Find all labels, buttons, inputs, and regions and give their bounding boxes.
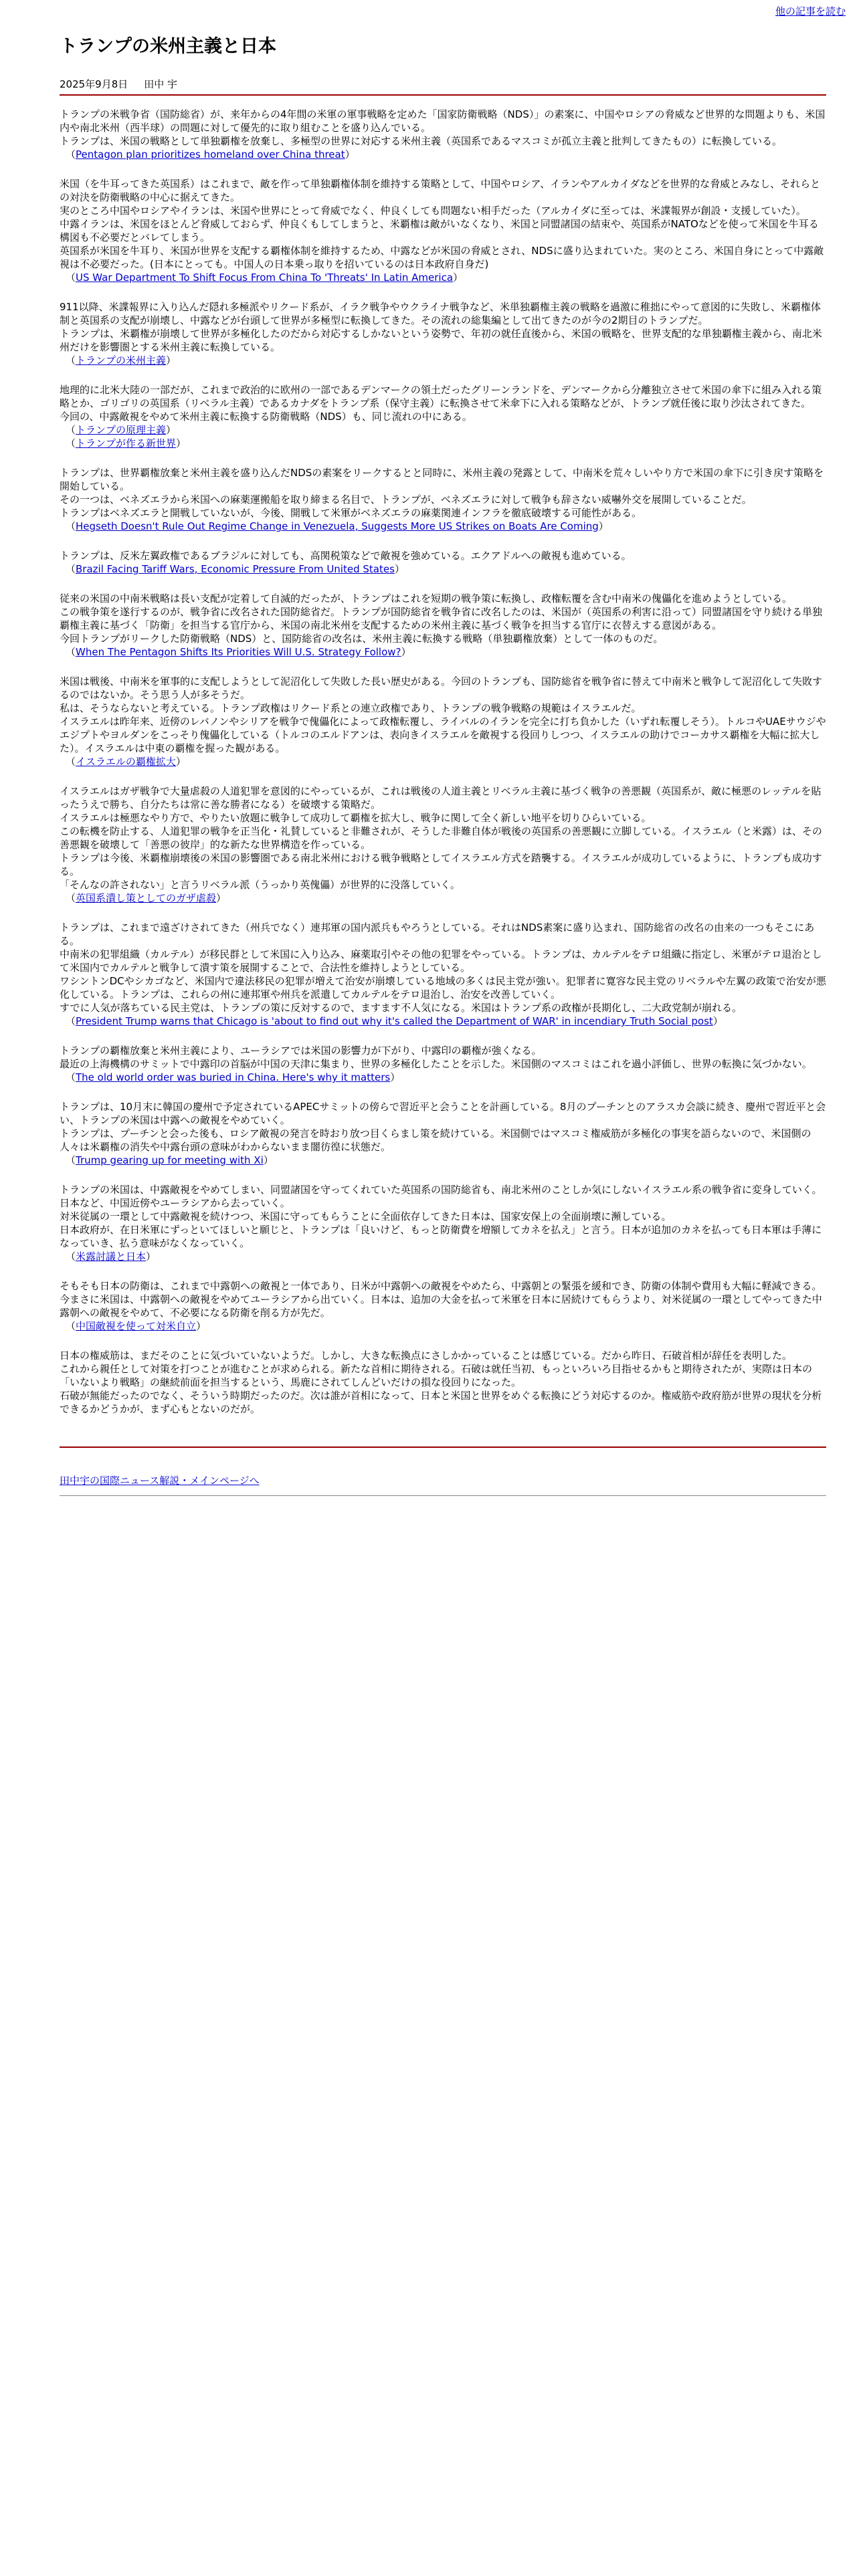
paragraph-text: 英国系が米国を牛耳り、米国が世界を支配する覇権体制を維持するため、中露などが米国の脅威とされ、NDSに盛り込まれていた。実のところ、米国自身にとって中露敵視は不必要だった。(日本にとっても。中国人の日本乗っ取りを招いているのは日本政府自身だ)	[60, 245, 824, 271]
paragraph-text: トランプの米国は、中露敵視をやめてしまい、同盟諸国を守ってくれていた英国系の国防総省も、南北米州のことしか気にしないイスラエル系の戦争省に変身していく。日本など、中国近傍やユーラシアから去っていく。	[60, 1184, 822, 1210]
paragraph	[60, 1183, 826, 1263]
paragraph-text: トランプはベネズエラと開戦していないが、今後、開戦して米軍がベネズエラの麻薬関連インフラを徹底破壊する可能性がある。	[60, 507, 642, 520]
reference-line: （中国敵視を使って対米自立）	[66, 1320, 207, 1333]
paragraph-text: 今回トランプがリークした防衛戦略（NDS）と、国防総省の改名は、米州主義に転換する戦略（単独覇権放棄）として一体のものだ。	[60, 633, 664, 645]
paragraph	[60, 1279, 826, 1333]
reference-line: （トランプが作る新世界）	[66, 437, 187, 450]
paragraph	[60, 383, 826, 450]
paragraph-text: この転機を防止する、人道犯罪の戦争を正当化・礼賛していると非難されが、そうした非難自体が戦後の英国系の善悪観に立脚している。イスラエル（と米露）は、その善悪観を破壊して「善悪の彼岸」的な新たな世界構造を作っている。	[60, 825, 822, 851]
paragraph-text: 日本の権威筋は、まだそのことに気づいていないようだ。しかし、大きな転換点にさしかかっていることは感じている。だから昨日、石破首相が辞任を表明した。	[60, 1350, 793, 1362]
paragraph	[60, 1349, 826, 1416]
title-divider	[60, 94, 826, 96]
reference-link[interactable]: When The Pentagon Shifts Its Priorities Will U.S. Strategy Follow?	[76, 646, 401, 659]
paragraph-text: トランプは今後、米覇権崩壊後の米国の影響圏である南北米州における戦争戦略としてイスラエル方式を踏襲する。イスラエルが成功しているように、トランプも成功する。	[60, 852, 822, 878]
paragraph-text: 従来の米国の中南米戦略は長い支配が定着して自滅的だったが、トランプはこれを短期の戦争策に転換し、政権転覆を含む中南米の傀儡化を進めようとしている。	[60, 593, 793, 605]
paragraph-text: 米国（を牛耳ってきた英国系）はこれまで、敵を作って単独覇権体制を維持する策略として、中国やロシア、イランやアルカイダなどを世界的な脅威とみなし、それらとの対決を防衛戦略の中心に据えてきた。	[60, 178, 821, 204]
paragraph-text: 「そんなの許されない」と言うリベラル派（うっかり英傀儡）が世界的に没落していく。	[60, 879, 460, 891]
reference-line: （イスラエルの覇権拡大）	[66, 756, 186, 768]
paragraph-text: トランプは、世界覇権放棄と米州主義を盛り込んだNDSの素案をリークするとと同時に、米州主義の発露として、中南米を荒々しいやり方で米国の傘下に引き戻す策略を開始している。	[60, 467, 824, 493]
paragraph-text: 911以降、米諜報界に入り込んだ隠れ多極派やリクード系が、イラク戦争やウクライナ戦争など、米単独覇権主義の戦略を過激に稚拙にやって意図的に失敗し、米覇権体制と英国系の支配が崩壊し、中露などが台頭して世界が多極型に転換してきた。その流れの総集編として出てきたのが今の2期目のトランプだ。	[60, 301, 821, 327]
reference-line: （The old world order was buried in China. Here's why it matters）	[66, 1071, 401, 1084]
reference-line: （US War Department To Shift Focus From China To 'Threats' In Latin America）	[66, 272, 464, 284]
paragraph-text: すでに人気が落ちている民主党は、トランプの策に反対するので、ますます不人気になる。米国はトランプ系の政権が長期化し、二大政党制が崩れる。	[60, 1002, 743, 1014]
reference-link[interactable]: 中国敵視を使って対米自立	[76, 1320, 197, 1333]
reference-line: （Pentagon plan prioritizes homeland over China threat）	[66, 148, 355, 161]
paragraph-text: 地理的に北米大陸の一部だが、これまで政治的に欧州の一部であるデンマークの領土だったグリーンランドを、デンマークから分離独立させて米国の傘下に組み入れる策略とか、ゴリゴリの英国系（リベラル主義）であるカナダをトランプ系（保守主義）に転換させて米傘下に入れる策略などが、トランプ就任後に取り沙汰されてきた。	[60, 384, 822, 410]
paragraph-text: 実のところ中国やロシアやイランは、米国や世界にとって脅威でなく、仲良くしても問題ない相手だった（アルカイダに至っては、米諜報界が創設・支援していた）。	[60, 205, 806, 217]
reference-link[interactable]: イスラエルの覇権拡大	[76, 756, 176, 768]
paragraph	[60, 108, 826, 161]
paragraph	[60, 592, 826, 659]
paragraph-text: これから親任として対策を打つことが進むことが求められる。新たな首相に期待される。石破は就任当初、もっといろいろ目指せるかもと期待されたが、実際は日本の「いないより戦略」の継続前面を担当するという、馬鹿にされてしんどいだけの損な役回りになった。	[60, 1363, 813, 1389]
paragraph-text: トランプは、米覇権が崩壊して世界が多極化したのだから対応するしかないという姿勢で、年初の就任直後から、米国の戦略を、世界支配的な単独覇権主義から、南北米州だけを影響圏とする米州主義に転換している。	[60, 328, 822, 354]
paragraph-text: 最近の上海機構のサミットで中露印の首脳が中国の天津に集まり、世界の多極化したことを示した。米国側のマスコミはこれを過小評価し、世界の転換に気づかない。	[60, 1058, 812, 1071]
article-date: 2025年9月8日	[60, 78, 128, 91]
paragraph-text: 中露イランは、米国をほとんど脅威しておらず、仲良くもしてしまうと、米覇権は敵がいなくなり、米国と同盟諸国の結束や、英国系がNATOなどを使って米国を牛耳る構図も不必要だとバレてしまう。	[60, 218, 819, 244]
byline	[60, 77, 826, 92]
paragraph-text: そもそも日本の防衛は、これまで中露朝への敵視と一体であり、日米が中露朝への敵視をやめたら、中露朝との緊張を緩和でき、防衛の体制や費用も大幅に軽減できる。	[60, 1280, 822, 1293]
main-page-link[interactable]: 田中宇の国際ニュース解説・メインページへ	[60, 1475, 260, 1487]
reference-line: （Trump gearing up for meeting with Xi）	[66, 1154, 274, 1167]
paragraph-text: トランプは、反米左翼政権であるブラジルに対しても、高関税策などで敵視を強めている。エクアドルへの敵視も進めている。	[60, 550, 632, 562]
paragraph	[60, 300, 826, 367]
paragraph-text: この戦争策を遂行するのが、戦争省に改名された国防総省だ。トランプが国防総省を戦争省に改名したのは、米国が（英国系の利害に沿って）同盟諸国を守り続ける単独覇権主義に基づく「防衛」を担当する官庁から、米国の南北米州を支配するための米州主義に基づく戦争を担当する官庁に衣替えする意図がある。	[60, 606, 823, 632]
paragraph-text: その一つは、ベネズエラから米国への麻薬運搬船を取り締まる名目で、トランプが、ベネズエラに対して戦争も辞さない威嚇外交を展開していることだ。	[60, 494, 752, 506]
page-title: トランプの米州主義と日本	[60, 36, 276, 57]
reference-line: （President Trump warns that Chicago is 'about to find out why it's called the Department of WAR' in incendiary Truth Social post）	[66, 1015, 723, 1028]
reference-line: （トランプの米州主義）	[66, 354, 177, 367]
paragraph-text: 米国は戦後、中南米を軍事的に支配しようとして泥沼化して失敗した長い歴史がある。今回のトランプも、国防総省を戦争省に替えて中南米と戦争して泥沼化して失敗するのではないか。そう思う人が多そうだ。	[60, 675, 823, 702]
paragraph-text: 対米従属の一環として中露敵視を続けつつ、米国に守ってもらうことに全面依存してきた日本は、国家安保上の全面崩壊に瀕している。	[60, 1210, 672, 1223]
reference-link[interactable]: トランプの米州主義	[76, 354, 167, 367]
reference-link[interactable]: US War Department To Shift Focus From China To 'Threats' In Latin America	[76, 272, 454, 284]
paragraph	[60, 921, 826, 1028]
footer-divider	[60, 1446, 826, 1448]
paragraph-text: イスラエルは極悪なやり方で、やりたい放題に戦争して成功して覇権を拡大し、戦争に関して全く新しい地平を切りひらいている。	[60, 812, 652, 825]
paragraph-text: 中南米の犯罪組織（カルテル）が移民群として米国に入り込み、麻薬取引やその他の犯罪をやっている。トランプは、カルテルをテロ組織に指定し、米軍がテロ退治として米国内でカルテルと戦争して潰す策を展開することで、合法性を維持しようとしている。	[60, 948, 822, 974]
reference-link[interactable]: トランプの原理主義	[76, 424, 167, 437]
paragraph	[60, 784, 826, 905]
reference-line: （トランプの原理主義）	[66, 424, 177, 437]
reference-link[interactable]: Hegseth Doesn't Rule Out Regime Change in Venezuela, Suggests More US Strikes on Boats Are Coming	[76, 520, 599, 533]
paragraph-text: トランプの覇権放棄と米州主義により、ユーラシアでは米国の影響力が下がり、中露印の覇権が強くなる。	[60, 1045, 542, 1057]
reference-link[interactable]: 米露討議と日本	[76, 1251, 147, 1263]
reference-line: （Hegseth Doesn't Rule Out Regime Change in Venezuela, Suggests More US Strikes on Boats Are Coming）	[66, 520, 609, 533]
reference-link[interactable]: Trump gearing up for meeting with Xi	[76, 1154, 264, 1167]
article	[60, 0, 826, 1496]
paragraph-text: トランプの米戦争省（国防総省）が、来年からの4年間の米軍の軍事戦略を定めた「国家防衛戦略（NDS）」の素案に、中国やロシアの脅威など世界的な問題よりも、米国内や南北米州（西半球）の問題に対して優先的に取り組むことを盛り込んでいる。	[60, 108, 826, 134]
paragraph-text: 今まさに米国は、中露朝への敵視をやめてユーラシアから出ていく。日本は、追加の大金を払って米軍を日本に居続けてもらうより、対米従属の一環としてやってきた中露朝への敵視をやめて、不必要になる防衛を削る方が先だ。	[60, 1293, 822, 1319]
reference-link[interactable]: Pentagon plan prioritizes homeland over China threat	[76, 148, 345, 161]
paragraph-text: トランプは、プーチンと会った後も、ロシア敵視の発言を時おり放つ目くらまし策を続けている。米国側ではマスコミ権威筋が多極化の事実を語らないので、米国側の人々は米覇権の消失や中露台頭の意味がわからないまま闇彷徨に状態だ。	[60, 1128, 812, 1154]
paragraph-text: イスラエルは昨年来、近傍のレバノンやシリアを戦争で傀儡化によって政権転覆し、ライバルのイランを完全に打ち負かした（いずれ転覆しそう）。トルコやUAEサウジやエジプトやヨルダンをこっそり傀儡化している（トルコのエルドアンは、表向きイスラエルを敵視する役回りしつつ、イスラエルの助けでコーカサス覇権を大幅に拡大した）。イスラエルは中東の覇権を握った観がある。	[60, 716, 826, 755]
paragraph	[60, 466, 826, 533]
reference-link[interactable]: 英国系潰し策としてのガザ虐殺	[76, 892, 217, 905]
paragraph-text: ワシントンDCやシカゴなど、米国内で違法移民の犯罪が増えて治安が崩壊している地域の多くは民主党が強い。犯罪者に寛容な民主党のリベラルや左翼の政策で治安が悪化している。トランプは、これらの州に連邦軍や州兵を派遣してカルテルをテロ退治し、治安を改善していく。	[60, 975, 826, 1001]
reference-line: （When The Pentagon Shifts Its Priorities Will U.S. Strategy Follow?）	[66, 646, 411, 659]
paragraph	[60, 1044, 826, 1084]
paragraph-text: 私は、そうならないと考えている。トランプ政権はリクード系との連立政権であり、トランプの戦争戦略の規範はイスラエルだ。	[60, 702, 642, 715]
bottom-rule	[60, 1495, 826, 1496]
reference-link[interactable]: Brazil Facing Tariff Wars, Economic Pressure From United States	[76, 563, 395, 576]
paragraph-text: 日本政府が、在日米軍にずっといてほしいと願じと、トランプは「良いけど、もっと防衛費を増額してカネを払え」と言う。日本が追加のカネを払っても日本軍は手薄になっていき、払う意味がなくなっていく。	[60, 1224, 822, 1250]
author-name: 田中 宇	[144, 78, 178, 91]
paragraph	[60, 675, 826, 768]
paragraph-text: 今回の、中露敵視をやめて米州主義に転換する防衛戦略（NDS）も、同じ流れの中にある。	[60, 411, 472, 423]
paragraph	[60, 1100, 826, 1167]
paragraph-text: イスラエルはガザ戦争で大量虐殺の人道犯罪を意図的にやっているが、これは戦後の人道主義とリベラル主義に基づく戦争の善悪観（英国系が、敵に極悪のレッテルを貼ったうえで勝ち、自分たちは常に善な勝者になる）を破壊する策略だ。	[60, 785, 822, 811]
paragraph-text: トランプは、米国の戦略として単独覇権を放棄し、多極型の世界に対応する米州主義（英国系であるマスコミが孤立主義と批判してきたもの）に転換している。	[60, 135, 783, 148]
paragraph	[60, 549, 826, 576]
paragraph-text: トランプは、これまで遠ざけされてきた（州兵でなく）連邦軍の国内派兵もやろうとしている。それはNDS素案に盛り込まれ、国防総省の改名の由来の一つもそこにある。	[60, 922, 815, 948]
reference-link[interactable]: トランプが作る新世界	[76, 437, 177, 450]
paragraph-text: トランプは、10月末に韓国の慶州で予定されているAPECサミットの傍らで習近平と会うことを計画している。8月のプーチンとのアラスカ会談に続き、慶州で習近平と会い、トランプの米国は中露への敵視をやめていく。	[60, 1101, 826, 1127]
other-articles-link[interactable]: 他の記事を読む	[775, 5, 846, 17]
reference-link[interactable]: President Trump warns that Chicago is 'about to find out why it's called the Department of WAR' in incendiary Truth Social post	[76, 1015, 713, 1028]
article-body	[60, 108, 826, 1416]
reference-link[interactable]: The old world order was buried in China. Here's why it matters	[76, 1071, 391, 1084]
paragraph-text: 石破が無能だったのでなく、そういう時期だったのだ。次は誰が首相になって、日本と米国と世界をめぐる転換にどう対応するのか。権威筋や政府筋が世界の現状を分析できるかどうかが、まず心もとないのだが。	[60, 1390, 822, 1416]
reference-line: （英国系潰し策としてのガザ虐殺）	[66, 892, 227, 905]
reference-line: （Brazil Facing Tariff Wars, Economic Pressure From United States）	[66, 563, 405, 576]
reference-line: （米露討議と日本）	[66, 1251, 157, 1263]
paragraph	[60, 177, 826, 284]
